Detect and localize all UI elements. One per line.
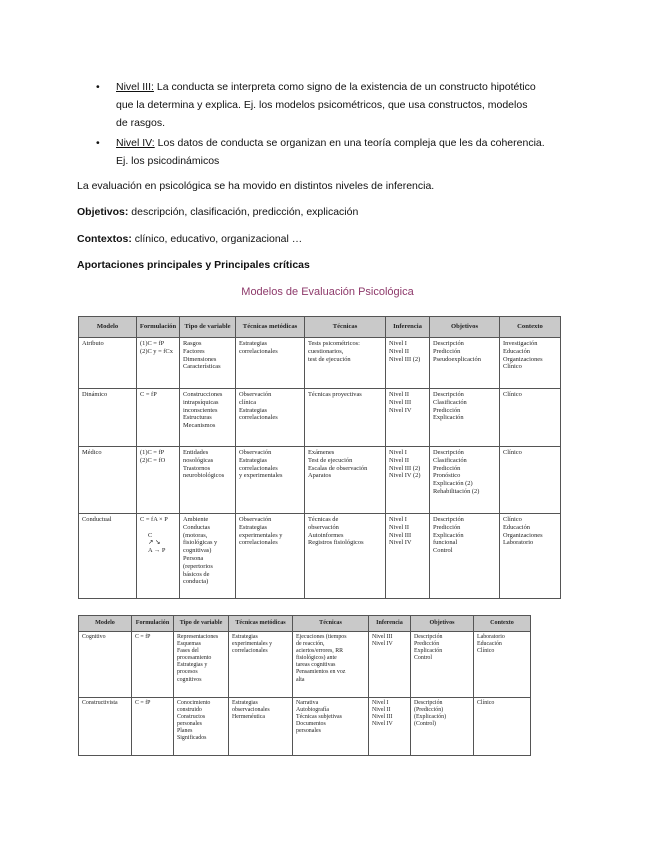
cell-line: correlacionales: [239, 539, 278, 547]
table-row: [79, 338, 561, 389]
level-text: La conducta se interpreta como signo de la existencia de un constructo hipotético: [156, 81, 536, 93]
cell-line: Investigación: [503, 340, 538, 347]
cell-inference: [386, 389, 430, 447]
cell-formulation: [132, 632, 174, 698]
cell-line: Nivel II: [389, 391, 410, 398]
cell-line: Autobiografía: [296, 707, 330, 714]
objetivos-label: Objetivos:: [77, 206, 129, 218]
cell-line: Exámenes: [308, 449, 335, 456]
level-text: Los datos de conducta se organizan en una teoría compleja que les da coherencia.: [157, 137, 545, 149]
header-objectives: Objetivos: [430, 317, 500, 338]
cell-line: (motoras,: [183, 531, 208, 539]
cell-line: Estrategias y: [177, 662, 208, 669]
cell-formulation: [137, 447, 180, 514]
header-inference: Inferencia: [369, 616, 411, 632]
cell-variable-type: [180, 389, 236, 447]
cell-line: Pronóstico: [433, 472, 461, 480]
cell-line: y experimentales: [239, 472, 283, 480]
cell-line: Predicción: [433, 406, 461, 414]
section-heading: Aportaciones principales y Principales críticas: [77, 259, 310, 271]
cell-objectives: [430, 338, 500, 389]
cell-line: Clínico: [477, 700, 495, 706]
cell-line: Nivel I: [389, 340, 407, 347]
cell-line: neurobiológicos: [183, 472, 225, 480]
cell-line: Descripción: [414, 634, 443, 640]
cell-context: [500, 389, 561, 447]
cell-line: Test de ejecución: [308, 456, 353, 464]
cell-line: [140, 524, 176, 532]
cell-line: observacionales: [232, 707, 270, 714]
cell-line: C = fP: [135, 700, 151, 706]
contextos-text: clínico, educativo, organizacional …: [134, 233, 303, 245]
cell-line: cognitivos: [177, 676, 202, 683]
cell-line: A → P: [148, 547, 166, 555]
cell-line: Conductas: [183, 523, 210, 531]
cell-line: Esquemas: [177, 641, 201, 648]
cell-line: Nivel III (2): [389, 355, 421, 363]
cell-line: Nivel III: [389, 398, 412, 406]
list-item: [96, 78, 596, 132]
cell-methodical-techniques: [236, 514, 305, 599]
cell-line: Control: [433, 547, 453, 555]
objetivos-text: descripción, clasificación, predicción, explicación: [131, 206, 359, 218]
cell-context: [500, 338, 561, 389]
cell-line: clínica: [239, 398, 257, 406]
cell-line: Educación: [503, 347, 530, 355]
header-methodical-techniques: Técnicas metódicas: [229, 616, 293, 632]
contextos-label: Contextos:: [77, 233, 132, 245]
cell-line: Observación: [239, 516, 272, 523]
cell-line: Mecanismos: [183, 422, 216, 430]
cell-line: (repertorios: [183, 562, 213, 570]
cell-line: Observación: [239, 391, 272, 398]
table-header-row: [79, 616, 531, 632]
cell-line: C: [148, 531, 153, 539]
cell-methodical-techniques: [229, 632, 293, 698]
cell-line: Estrategias: [239, 406, 268, 414]
cell-line: Estructuras: [183, 414, 212, 422]
cell-line: Registros fisiológicos: [308, 539, 364, 547]
cell-line: Organizaciones: [503, 355, 543, 363]
cell-line: Clínico: [503, 391, 522, 398]
cell-line: Explicación: [433, 531, 464, 539]
cell-line: Educación: [477, 641, 502, 648]
cell-line: Organizaciones: [503, 531, 543, 539]
cell-line: Atributo: [82, 340, 104, 347]
inference-levels-list: [96, 78, 596, 170]
header-model: Modelo: [79, 317, 137, 338]
table-row: [79, 698, 531, 756]
cell-formulation: [132, 698, 174, 756]
cell-context: [474, 698, 531, 756]
cell-line: Nivel IV: [389, 539, 412, 547]
cell-line: Constructos: [177, 714, 206, 721]
cell-line: Escalas de observación: [308, 464, 368, 472]
cell-line: Técnicas subjetivas: [296, 714, 342, 721]
cell-line: Predicción: [414, 641, 440, 648]
level-label: Nivel III:: [116, 81, 154, 93]
cell-line: Rasgos: [183, 340, 202, 347]
cell-methodical-techniques: [236, 447, 305, 514]
cell-line: Nivel II: [389, 456, 410, 464]
header-context: Contexto: [474, 616, 531, 632]
list-item: [96, 134, 596, 170]
cell-line: Autoinformes: [308, 531, 344, 539]
cell-objectives: [430, 514, 500, 599]
cell-line: alta: [296, 676, 305, 683]
cell-techniques: [293, 632, 369, 698]
cell-line: C = fP: [140, 391, 157, 398]
cell-formulation: [137, 514, 180, 599]
cell-techniques: [293, 698, 369, 756]
cell-line: C = fA × P: [140, 516, 168, 523]
cell-line: Explicación: [414, 648, 443, 655]
header-inference: Inferencia: [386, 317, 430, 338]
cell-line: (2)C = fO: [140, 456, 166, 464]
cell-line: Construcciones: [183, 391, 223, 398]
cell-line: Clínico: [477, 648, 495, 655]
cell-line: Nivel IV (2): [389, 472, 421, 480]
cell-line: Control: [414, 655, 432, 662]
cell-line: Nivel III (2): [389, 464, 421, 472]
table-title: Modelos de Evaluación Psicológica: [241, 286, 414, 298]
cell-line: Clínico: [503, 516, 522, 523]
header-formulation: Formulación: [132, 616, 174, 632]
cell-line: Nivel II: [389, 347, 410, 355]
cell-techniques: [305, 338, 386, 389]
cell-line: Predicción: [433, 464, 461, 472]
cell-inference: [386, 447, 430, 514]
cell-line: Significados: [177, 735, 207, 742]
cell-variable-type: [174, 698, 229, 756]
cell-line: fisiológicos) ante: [296, 655, 337, 662]
cell-line: Clasificación: [433, 398, 467, 406]
bullet-icon: •: [96, 137, 100, 149]
table-header-row: [79, 317, 561, 338]
cell-model: [79, 447, 137, 514]
level-text: Ej. los psicodinámicos: [116, 155, 220, 167]
cell-model: [79, 338, 137, 389]
cell-line: Cognitivo: [82, 634, 106, 640]
cell-line: experimentales y: [239, 531, 283, 539]
cell-line: Entidades: [183, 449, 209, 456]
cell-line: Conocimiento: [177, 700, 211, 706]
cell-line: conducta): [183, 578, 209, 586]
cell-line: Predicción: [433, 347, 461, 355]
cell-inference: [386, 338, 430, 389]
cell-line: Hermenéutica: [232, 714, 266, 721]
level-label: Nivel IV:: [116, 137, 155, 149]
cell-line: Explicación (2): [433, 480, 473, 488]
cell-line: Estrategias: [239, 523, 268, 531]
cell-line: Dinámico: [82, 391, 108, 398]
table-row: [79, 632, 531, 698]
cell-objectives: [411, 698, 474, 756]
cell-line: funcional: [433, 539, 458, 547]
cell-line: Estrategias: [232, 700, 258, 706]
cell-line: Médico: [82, 449, 102, 456]
cell-line: Educación: [503, 523, 530, 531]
cell-line: Descripción: [433, 391, 464, 398]
cell-line: correlacionales: [239, 414, 278, 422]
cell-line: nosológicas: [183, 456, 214, 464]
cell-objectives: [430, 389, 500, 447]
cell-line: personales: [177, 721, 202, 728]
table-row: [79, 389, 561, 447]
cell-line: (Explicación): [414, 714, 447, 721]
cell-line: correlacionales: [239, 464, 278, 472]
cell-formulation: [137, 389, 180, 447]
header-techniques: Técnicas: [293, 616, 369, 632]
models-table-2: [78, 615, 531, 756]
cell-line: Tests psicométricos:: [308, 340, 360, 347]
bullet-icon: •: [96, 81, 100, 93]
cell-line: Estrategias: [239, 456, 268, 464]
cell-line: aciertos/errores, RR: [296, 648, 344, 655]
cell-line: Nivel I: [389, 516, 407, 523]
cell-line: cognitivas): [183, 547, 212, 555]
cell-line: Nivel II: [389, 523, 410, 531]
cell-variable-type: [180, 514, 236, 599]
cell-line: Constructivista: [82, 700, 118, 706]
level-text: de rasgos.: [116, 117, 166, 129]
cell-line: Estrategias: [232, 634, 258, 640]
header-formulation: Formulación: [137, 317, 180, 338]
cell-inference: [386, 514, 430, 599]
cell-variable-type: [180, 447, 236, 514]
cell-inference: [369, 698, 411, 756]
cell-line: Clínico: [503, 363, 522, 371]
cell-line: Conductual: [82, 516, 112, 523]
cell-line: Nivel IV: [372, 641, 393, 648]
cell-line: Ejecuciones (tiempos: [296, 634, 347, 640]
objetivos-line: [77, 206, 358, 218]
cell-line: Técnicas de: [308, 516, 339, 523]
cell-line: Nivel IV: [372, 721, 393, 728]
cell-variable-type: [180, 338, 236, 389]
header-variable-type: Tipo de variable: [174, 616, 229, 632]
cell-line: Nivel I: [372, 700, 389, 706]
cell-line: Nivel III: [372, 634, 393, 640]
cell-line: Planes: [177, 728, 193, 735]
cell-line: Ambiente: [183, 516, 209, 523]
cell-line: construido: [177, 707, 202, 714]
cell-model: [79, 389, 137, 447]
cell-line: Factores: [183, 347, 205, 355]
cell-line: Aparatos: [308, 472, 332, 480]
cell-line: Explicación: [433, 414, 464, 422]
cell-variable-type: [174, 632, 229, 698]
cell-line: correlacionales: [239, 347, 278, 355]
cell-formulation: [137, 338, 180, 389]
cell-line: Nivel II: [372, 707, 391, 714]
cell-line: Trastornos: [183, 464, 211, 472]
cell-line: Narrativa: [296, 700, 319, 706]
header-context: Contexto: [500, 317, 561, 338]
cell-line: Nivel III: [389, 531, 412, 539]
cell-line: (1)C = fP: [140, 449, 165, 456]
cell-line: Persona: [183, 554, 204, 562]
cell-line: (2)C y = fCx: [140, 347, 173, 355]
cell-line: Rehabilitación (2): [433, 487, 480, 495]
contextos-line: [77, 233, 302, 245]
models-table-1: [78, 316, 561, 599]
cell-line: Descripción: [433, 449, 464, 456]
cell-line: tareas cognitivas: [296, 662, 336, 669]
cell-line: test de ejecución: [308, 355, 351, 363]
cell-line: cuestionarios,: [308, 347, 344, 355]
cell-context: [474, 632, 531, 698]
cell-line: Pensamientos en voz: [296, 669, 346, 676]
cell-line: correlacionales: [232, 648, 268, 655]
cell-objectives: [411, 632, 474, 698]
cell-line: intrapsíquicas: [183, 398, 219, 406]
cell-model: [79, 632, 132, 698]
cell-line: procesos: [177, 669, 198, 676]
cell-line: Laboratorio: [503, 539, 534, 547]
cell-line: personales: [296, 728, 321, 735]
cell-line: Descripción: [433, 516, 464, 523]
cell-techniques: [305, 447, 386, 514]
cell-model: [79, 698, 132, 756]
cell-line: ↗ ↘: [148, 539, 161, 547]
cell-line: Técnicas proyectivas: [308, 391, 362, 398]
cell-line: Observación: [239, 449, 272, 456]
cell-line: observación: [308, 523, 339, 531]
cell-line: C = fP: [135, 634, 151, 640]
cell-techniques: [305, 514, 386, 599]
header-model: Modelo: [79, 616, 132, 632]
cell-line: (1)C = fP: [140, 340, 165, 347]
cell-line: Estrategias: [239, 340, 268, 347]
cell-line: Características: [183, 363, 221, 371]
cell-line: Descripción: [433, 340, 464, 347]
cell-line: experimentales y: [232, 641, 273, 648]
cell-line: fisiológicas y: [183, 539, 218, 547]
cell-line: de reacción,: [296, 641, 325, 648]
cell-line: Nivel III: [372, 714, 393, 721]
cell-line: Laboratorio: [477, 634, 505, 640]
cell-line: Predicción: [433, 523, 461, 531]
cell-inference: [369, 632, 411, 698]
table-row: [79, 514, 561, 599]
cell-line: (Control): [414, 721, 436, 728]
cell-techniques: [305, 389, 386, 447]
cell-line: Pseudoexplicación: [433, 355, 481, 363]
cell-line: Nivel I: [389, 449, 407, 456]
cell-line: Nivel IV: [389, 406, 412, 414]
inference-paragraph: La evaluación en psicológica se ha movido en distintos niveles de inferencia.: [77, 180, 435, 192]
cell-line: inconscientes: [183, 406, 218, 414]
header-variable-type: Tipo de variable: [180, 317, 236, 338]
table-row: [79, 447, 561, 514]
cell-objectives: [430, 447, 500, 514]
cell-line: básicos de: [183, 570, 210, 578]
cell-line: procesamiento: [177, 655, 212, 662]
cell-line: Clasificación: [433, 456, 467, 464]
cell-line: Fases del: [177, 648, 199, 655]
cell-line: Documentos: [296, 721, 326, 728]
cell-line: Clínico: [503, 449, 522, 456]
cell-methodical-techniques: [229, 698, 293, 756]
header-techniques: Técnicas: [305, 317, 386, 338]
header-objectives: Objetivos: [411, 616, 474, 632]
cell-context: [500, 447, 561, 514]
cell-context: [500, 514, 561, 599]
cell-line: Descripción: [414, 700, 443, 706]
header-methodical-techniques: Técnicas metódicas: [236, 317, 305, 338]
cell-methodical-techniques: [236, 338, 305, 389]
cell-methodical-techniques: [236, 389, 305, 447]
cell-line: (Predicción): [414, 707, 444, 714]
cell-line: Dimensiones: [183, 355, 217, 363]
cell-model: [79, 514, 137, 599]
level-text: que la determina y explica. Ej. los modelos psicométricos, que usa constructos, modelos: [116, 99, 528, 111]
cell-line: Representaciones: [177, 634, 219, 640]
